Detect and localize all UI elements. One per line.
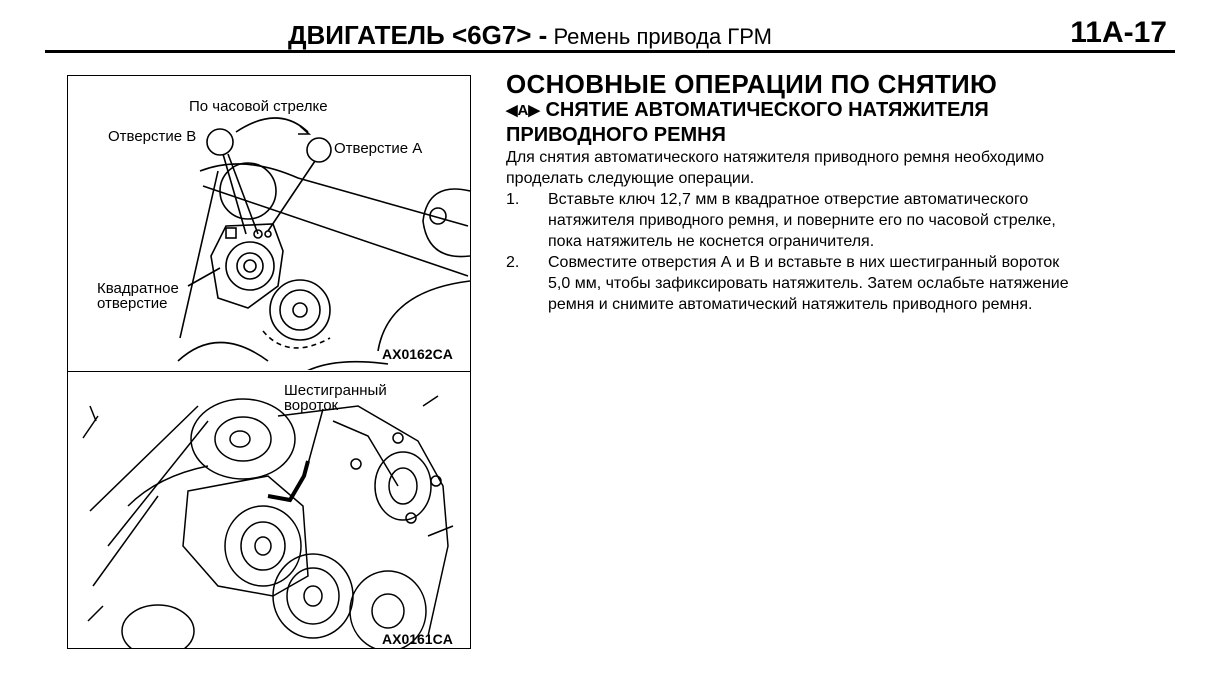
step-item bbox=[506, 252, 1186, 315]
figure-code-top: AX0162CA bbox=[382, 346, 453, 362]
header-title-bold: ДВИГАТЕЛЬ <6G7> - bbox=[288, 20, 548, 50]
engine-diagram bbox=[68, 76, 470, 648]
label-square-hole-line2: отверстие bbox=[97, 295, 168, 312]
step-text-line: Совместите отверстия А и В и вставьте в них шестигранный вороток bbox=[548, 254, 1060, 271]
figure-frame bbox=[67, 75, 471, 649]
page-header bbox=[45, 10, 1175, 52]
section-heading: ОСНОВНЫЕ ОПЕРАЦИИ ПО СНЯТИЮ bbox=[506, 69, 998, 99]
intro-line1: Для снятия автоматического натяжителя приводного ремня необходимо bbox=[506, 149, 1044, 166]
label-hex-wrench-line1: Шестигранный bbox=[284, 382, 387, 399]
header-rule bbox=[45, 50, 1175, 53]
operation-marker: ◀A▶ bbox=[506, 102, 540, 119]
step-number: 1. bbox=[506, 191, 520, 208]
label-square-hole-line1: Квадратное bbox=[97, 280, 179, 297]
label-clockwise: По часовой стрелке bbox=[189, 98, 328, 115]
step-text-line: пока натяжитель не коснется ограничителя. bbox=[548, 233, 875, 250]
figure-code-bottom: AX0161CA bbox=[382, 631, 453, 647]
label-hole-b: Отверстие В bbox=[108, 128, 197, 145]
sub-heading-line1 bbox=[506, 98, 1186, 123]
label-hex-wrench-line2: вороток bbox=[284, 397, 339, 414]
label-hole-a: Отверстие А bbox=[334, 140, 423, 157]
sub-heading-text: СНЯТИЕ АВТОМАТИЧЕСКОГО НАТЯЖИТЕЛЯ bbox=[545, 99, 989, 121]
content-column bbox=[506, 70, 1186, 315]
page-number: 11A-17 bbox=[1070, 16, 1167, 49]
intro-line2: проделать следующие операции. bbox=[506, 170, 755, 187]
sub-heading-line2: ПРИВОДНОГО РЕМНЯ bbox=[506, 124, 726, 146]
step-number: 2. bbox=[506, 254, 520, 271]
step-item bbox=[506, 189, 1186, 252]
step-text-line: ремня и снимите автоматический натяжитель приводного ремня. bbox=[548, 296, 1033, 313]
header-title-rest: Ремень привода ГРМ bbox=[547, 24, 772, 49]
header-title bbox=[288, 20, 772, 51]
step-text-line: 5,0 мм, чтобы зафиксировать натяжитель. Затем ослабьте натяжение bbox=[548, 275, 1069, 292]
step-text-line: Вставьте ключ 12,7 мм в квадратное отверстие автоматического bbox=[548, 191, 1029, 208]
step-text-line: натяжителя приводного ремня, и поверните его по часовой стрелке, bbox=[548, 212, 1056, 229]
